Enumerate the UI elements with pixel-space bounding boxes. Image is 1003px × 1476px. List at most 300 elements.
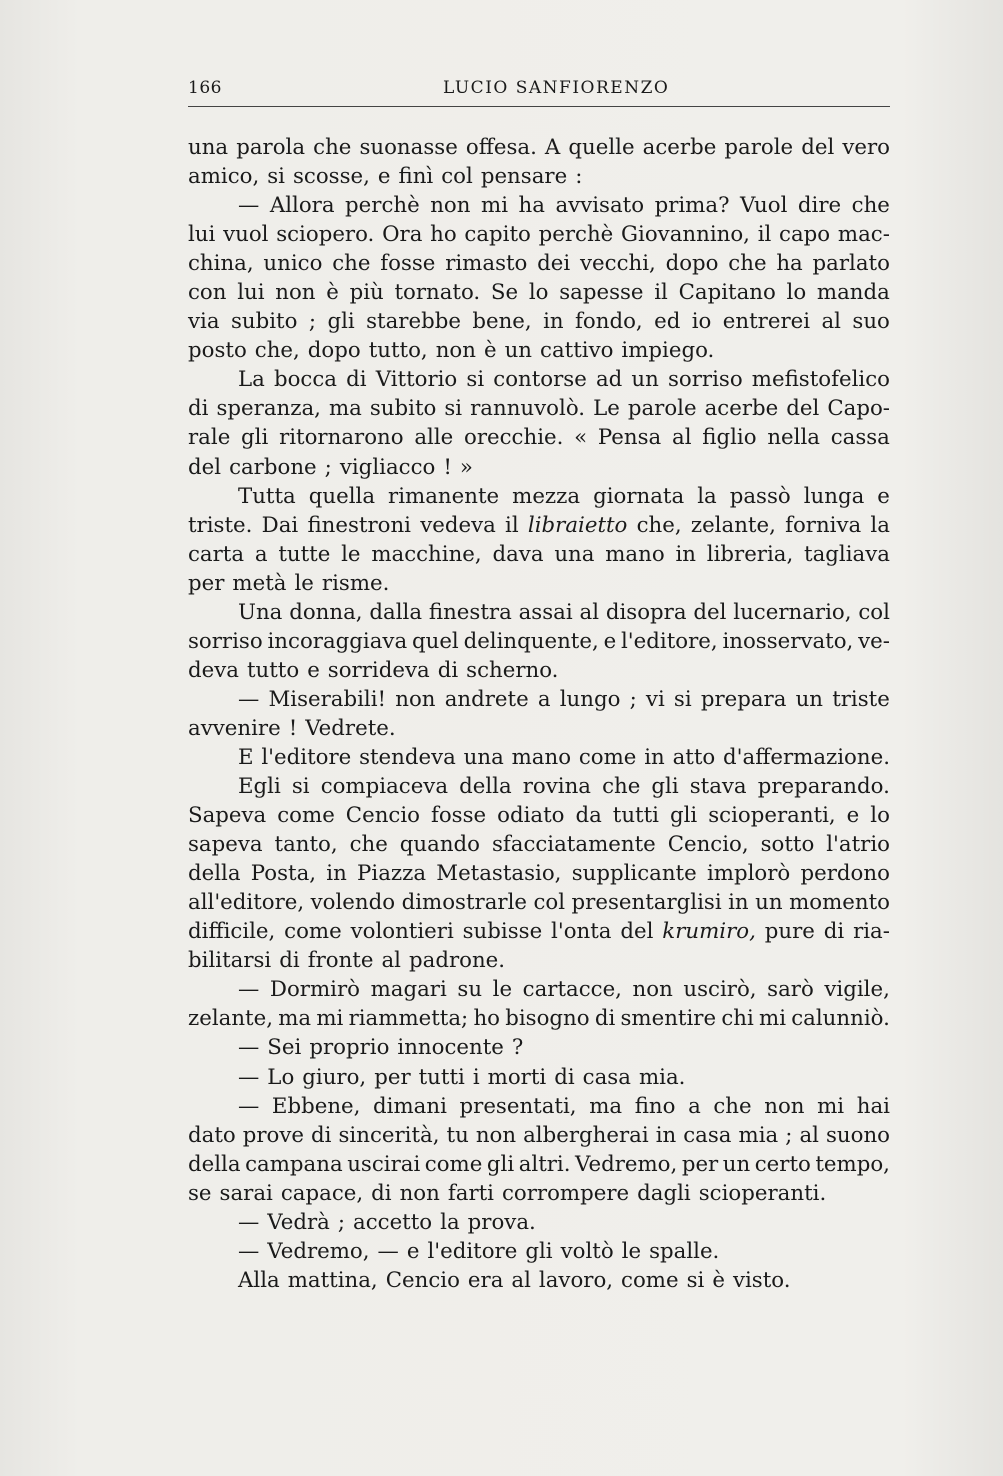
word: vuol [223, 222, 269, 248]
word: gli [525, 1238, 553, 1264]
text-line [188, 278, 890, 307]
word: prove [242, 1122, 305, 1148]
word: al [799, 1122, 819, 1148]
word: ; [785, 1122, 793, 1148]
word: triste [832, 686, 890, 712]
word: una [463, 744, 504, 770]
word: tutti [418, 1064, 465, 1090]
word: — [238, 1209, 260, 1235]
word: manda [816, 280, 890, 306]
word: parole [724, 135, 794, 160]
word: col [441, 164, 473, 190]
word: macchine, [371, 541, 482, 567]
word: Vedrete. [305, 715, 396, 741]
word: in [675, 541, 696, 567]
word: al [579, 599, 600, 625]
word: l'atrio [826, 832, 890, 858]
word: mia [738, 1122, 779, 1148]
word: incoraggiava [267, 628, 408, 654]
word: forniva [785, 512, 862, 538]
word: campana [245, 1151, 343, 1177]
word: scioperanti, [708, 803, 836, 829]
word: passò [729, 483, 791, 509]
word: che, [254, 338, 300, 364]
word: : [575, 164, 583, 190]
word: le [341, 541, 361, 567]
word: sapesse [559, 280, 644, 306]
word: finestroni [307, 512, 411, 538]
word: e [406, 1238, 420, 1264]
text-line [188, 830, 890, 859]
word: lui [237, 280, 265, 306]
word: fino [634, 1093, 676, 1119]
word: e [307, 657, 320, 683]
word: spalle. [649, 1238, 720, 1264]
word: del [188, 454, 222, 480]
word: rimanente [388, 483, 500, 509]
word: pensare [480, 164, 568, 190]
word: lucernario, [733, 599, 852, 625]
word: orecchie. [464, 425, 564, 451]
word: carbone [229, 454, 317, 480]
word: lungo [559, 686, 621, 712]
text-line [188, 249, 890, 278]
word: di [437, 657, 459, 683]
word: Pensa [597, 425, 662, 451]
word: amico, [188, 164, 260, 190]
word: ! [443, 454, 452, 480]
word: Sapeva [188, 803, 267, 829]
word: supplicante [571, 861, 697, 887]
word: è [326, 280, 339, 306]
word: volendo [310, 890, 396, 916]
word: stava [689, 774, 747, 800]
word: vi [645, 686, 665, 712]
word: tornato. [394, 280, 481, 306]
word: Capo- [827, 396, 890, 422]
word: bilitarsi [188, 948, 272, 974]
text-line [188, 482, 890, 511]
word: subisse [462, 919, 543, 945]
word: col [858, 599, 890, 625]
word: pure [764, 919, 815, 945]
word: che [602, 774, 641, 800]
word: del [801, 135, 835, 160]
word: non [632, 977, 673, 1003]
word: d'affermazione. [723, 744, 890, 770]
word: triste. [188, 512, 253, 538]
word: sarai [219, 1180, 273, 1206]
word: deva [188, 657, 239, 683]
word: volontieri [350, 919, 454, 945]
word: momento [789, 890, 890, 916]
word: lo [870, 803, 890, 829]
word: è [483, 338, 497, 364]
word: ma [278, 1006, 312, 1032]
word: cassa [830, 425, 890, 451]
word: al [511, 1267, 531, 1293]
word: di [594, 1006, 616, 1032]
word: per [681, 1151, 719, 1177]
word: ve- [858, 628, 890, 654]
word: donna, [289, 599, 363, 625]
word: di [554, 1064, 575, 1090]
word: metà [232, 570, 287, 596]
word: che [713, 1093, 752, 1119]
word: sfacciatamente [491, 832, 656, 858]
text-line [188, 1004, 890, 1033]
word: una [554, 541, 595, 567]
word: Se [490, 280, 519, 306]
word: fosse [430, 803, 487, 829]
word: chi [721, 1006, 754, 1032]
word: si [686, 1267, 705, 1293]
word: gli [486, 1151, 515, 1177]
word: starebbe [366, 309, 461, 335]
word: mano [511, 744, 572, 770]
word: non [395, 686, 436, 712]
word: La [238, 367, 265, 393]
word: come [277, 803, 335, 829]
word: prima? [654, 193, 730, 219]
word: avvisato [555, 193, 645, 219]
text-line [188, 656, 890, 685]
word: un [631, 367, 659, 393]
word: Dormirò [269, 977, 360, 1003]
word: calunniò. [791, 1006, 890, 1032]
word: dalla [369, 599, 423, 625]
word: dimani [373, 1093, 447, 1119]
word: non [475, 1122, 517, 1148]
word: subito [230, 309, 298, 335]
word: un [795, 686, 824, 712]
word: mi [759, 1006, 787, 1032]
word: inosservato, [722, 628, 854, 654]
word: in [655, 1122, 677, 1148]
word: difficile, [188, 919, 276, 945]
word: — [238, 1035, 260, 1061]
word: rovina [522, 774, 591, 800]
word: sciopero. [276, 222, 375, 248]
word: non [399, 1180, 440, 1206]
word: dagli [637, 1180, 691, 1206]
word: ritornarono [279, 425, 404, 451]
word: Posta, [250, 861, 317, 887]
word: come [578, 744, 637, 770]
word: quel [411, 628, 459, 654]
word: ma [328, 396, 362, 422]
word: Vittorio [375, 367, 458, 393]
word: Vedremo, [575, 1151, 678, 1177]
word: tutto, [368, 338, 428, 364]
word: padrone. [408, 948, 506, 974]
text-line [188, 1237, 890, 1266]
word: del [620, 919, 654, 945]
word: acerbe [642, 135, 717, 160]
word: a [688, 1093, 701, 1119]
word: quella [308, 483, 376, 509]
text-line [188, 1063, 890, 1092]
word: con [188, 280, 227, 306]
word: delinquente, [463, 628, 599, 654]
word: come [621, 1267, 679, 1293]
word: in [326, 861, 347, 887]
word: ; [324, 454, 332, 480]
word: ho [430, 222, 457, 248]
word: magari [370, 977, 447, 1003]
word: Metastasio, [436, 861, 562, 887]
page-header [188, 78, 890, 102]
word: ; [337, 1209, 346, 1235]
word: della [459, 774, 512, 800]
word: dire [797, 193, 842, 219]
word: rimasto [445, 251, 528, 277]
word: bocca [273, 367, 337, 393]
text-line [188, 975, 890, 1004]
word: atto [672, 744, 716, 770]
word: offesa. [465, 135, 537, 160]
word: ha [776, 251, 803, 277]
word: andrete [444, 686, 529, 712]
word: la [870, 512, 890, 538]
word: gli [651, 774, 679, 800]
word: via [188, 309, 220, 335]
text-line [188, 307, 890, 336]
word: assai [518, 599, 573, 625]
word: fondo, [575, 309, 643, 335]
word: — [238, 1064, 260, 1090]
word: che [728, 251, 767, 277]
word: hai [856, 1093, 890, 1119]
word: più [349, 280, 384, 306]
word: carta [188, 541, 245, 567]
word: tagliava [804, 541, 890, 567]
word: al [821, 309, 841, 335]
word: finestra [428, 599, 512, 625]
word: sorrideva [327, 657, 430, 683]
word: — [238, 1093, 260, 1119]
word: odiato [497, 803, 565, 829]
word: Vedremo, [267, 1238, 370, 1264]
word: si [673, 686, 692, 712]
word: perchè [538, 222, 614, 248]
text-line [188, 627, 890, 656]
word: giornata [593, 483, 685, 509]
word: prova. [467, 1209, 536, 1235]
word: che [851, 193, 890, 219]
word: suo [852, 309, 890, 335]
word: Dai [261, 512, 299, 538]
word: di [311, 1122, 332, 1148]
word: impiego. [621, 338, 715, 364]
word: del [693, 599, 727, 625]
word: china, [188, 251, 254, 277]
word: riammetta; [348, 1006, 469, 1032]
word: lunga [803, 483, 865, 509]
text-line [188, 685, 890, 714]
word: Ebbene, [271, 1093, 361, 1119]
text-line [188, 946, 890, 975]
word: Ora [382, 222, 423, 248]
word: fosse [380, 251, 436, 277]
word: col [533, 890, 566, 916]
word: in [543, 309, 564, 335]
word: — [238, 686, 260, 712]
word: altri. [518, 1151, 571, 1177]
word: si [291, 774, 310, 800]
word: dimostrarle [401, 890, 527, 916]
word: in [728, 890, 749, 916]
word: accetto [353, 1209, 433, 1235]
word: Allora [269, 193, 335, 219]
word: i [472, 1064, 480, 1090]
word: l'editore, [620, 628, 718, 654]
word: visto. [732, 1267, 791, 1293]
word: di [823, 919, 845, 945]
word: lavoro, [538, 1267, 614, 1293]
word: si [466, 367, 485, 393]
word: rannuvolò. [470, 396, 586, 422]
word: Sei [267, 1035, 302, 1061]
word: Tutta [238, 483, 296, 509]
word: lo [786, 280, 807, 306]
text-line [188, 569, 890, 598]
word: a [254, 541, 268, 567]
text-line [188, 336, 890, 365]
word: lo [528, 280, 549, 306]
word: dopo [665, 251, 719, 277]
word: acerbe [704, 396, 779, 422]
word: ed [654, 309, 681, 335]
word: uscirò, [683, 977, 757, 1003]
text-line [188, 917, 890, 946]
word: tutto [246, 657, 300, 683]
word: Vedrà [267, 1209, 330, 1235]
word: cattivo [540, 338, 614, 364]
text-line [188, 801, 890, 830]
word: mano [605, 541, 665, 567]
header-rule [188, 106, 890, 107]
word: suono [825, 1122, 890, 1148]
word: stendeva [359, 744, 456, 770]
word: zelante, [188, 1006, 273, 1032]
word: ha [518, 193, 545, 219]
word: parole [627, 396, 697, 422]
word: uscirai [347, 1151, 421, 1177]
word: tutti [612, 803, 659, 829]
word: la [440, 1209, 460, 1235]
word: mefistofelico [751, 367, 890, 393]
word: fronte [307, 948, 374, 974]
word: un [755, 890, 783, 916]
word: della [188, 861, 241, 887]
word: era [467, 1267, 504, 1293]
word: prepara [700, 686, 787, 712]
word: capito [464, 222, 531, 248]
word: mia. [638, 1064, 686, 1090]
word: non [430, 193, 471, 219]
word: che, [636, 512, 682, 538]
word: gli [327, 309, 355, 335]
word: e [877, 483, 890, 509]
word: bene, [472, 309, 532, 335]
word: » [459, 454, 473, 480]
word: corrompere [502, 1180, 630, 1206]
word: sarò [767, 977, 814, 1003]
word: di [371, 1180, 392, 1206]
word: presentarglisi [571, 890, 722, 916]
word: sapeva [188, 832, 263, 858]
word: se [188, 1180, 212, 1206]
word: dato [188, 1122, 236, 1148]
word: non [764, 1093, 805, 1119]
word: albergherai [523, 1122, 649, 1148]
text-line [188, 365, 890, 394]
text-line [188, 191, 890, 220]
word: Giovannino, [621, 222, 750, 248]
word: al [381, 948, 401, 974]
word: le [294, 570, 314, 596]
word: perchè [345, 193, 420, 219]
word: e [377, 164, 391, 190]
word: alle [414, 425, 454, 451]
word: vigliacco [339, 454, 436, 480]
word: E [238, 744, 254, 770]
word: per [374, 1064, 411, 1090]
text-line [188, 1150, 890, 1179]
word: ho [473, 1006, 500, 1032]
word: — [377, 1238, 399, 1264]
word: ? [511, 1035, 524, 1061]
text-line [188, 423, 890, 452]
word: mac- [837, 222, 890, 248]
word: sorriso [188, 628, 263, 654]
text-line [188, 394, 890, 423]
word: della [188, 1151, 241, 1177]
word: Le [593, 396, 620, 422]
word: Piazza [357, 861, 427, 887]
word: parola [236, 135, 306, 160]
word: posto [188, 338, 247, 364]
word: vedeva [420, 512, 496, 538]
word: è [712, 1267, 725, 1293]
word: A [544, 135, 561, 160]
word: gli [241, 425, 269, 451]
word: che [332, 251, 371, 277]
word: avvenire [188, 715, 281, 741]
word: cartacce, [522, 977, 622, 1003]
word: tu [446, 1122, 469, 1148]
word: — [238, 1238, 260, 1264]
word: mezza [512, 483, 581, 509]
word: mi [316, 1006, 344, 1032]
word: Lo [267, 1064, 295, 1090]
word: smentire [620, 1006, 717, 1032]
word: si [444, 396, 463, 422]
word: Una [238, 599, 283, 625]
word: ria- [853, 919, 890, 945]
word: dei [537, 251, 571, 277]
word: e [603, 628, 617, 654]
word: ; [308, 309, 317, 335]
word: « [574, 425, 588, 451]
word: libraietto [527, 512, 628, 538]
word: l'onta [551, 919, 612, 945]
word: morti [487, 1064, 547, 1090]
word: — [238, 193, 260, 219]
word: non [275, 280, 316, 306]
page-number: 166 [188, 78, 222, 98]
